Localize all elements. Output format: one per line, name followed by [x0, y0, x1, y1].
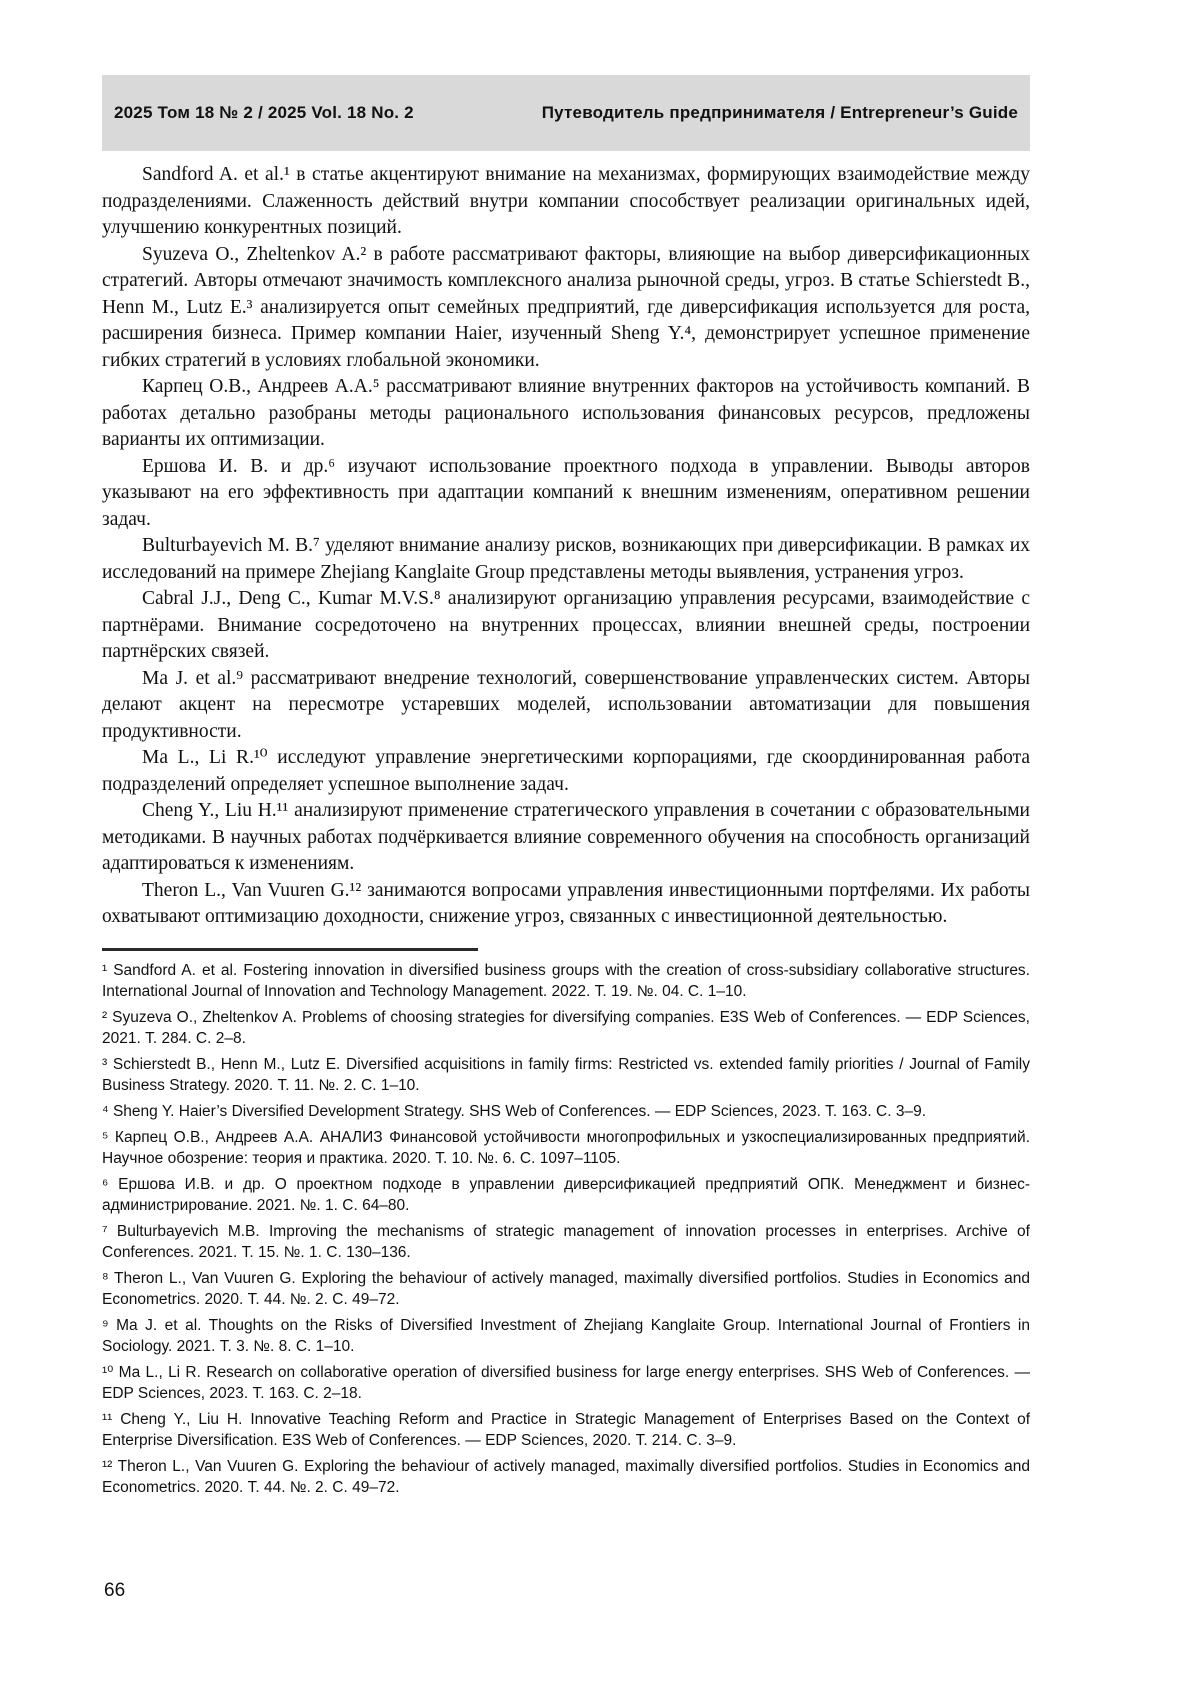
body-paragraph: Syuzeva O., Zheltenkov A.² в работе рассматривают факторы, влияющие на выбор диверсификационных стратегий. Авторы отмечают значимость комплексного анализа рыночной среды, угроз. В статье Schierstedt B., Henn M., Lutz E.³ анализируется опыт семейных предприятий, где диверсификация используется для роста, расширения бизнеса. Пример компании Haier, изученный Sheng Y.⁴, демонстрирует успешное применение гибких стратегий в условиях глобальной экономики.: [102, 243, 1030, 371]
footnote: ⁵ Карпец О.В., Андреев А.А. АНАЛИЗ Финансовой устойчивости многопрофильных и узкоспециализированных предприятий. Научное обозрение: теория и практика. 2020. Т. 10. №. 6. С. 1097–1105.: [102, 1128, 1030, 1167]
footnote: ⁴ Sheng Y. Haier’s Diversified Development Strategy. SHS Web of Conferences. — EDP Sciences, 2023. Т. 163. С. 3–9.: [102, 1102, 926, 1120]
footnote: ⁶ Ершова И.В. и др. О проектном подходе в управлении диверсификацией предприятий ОПК. Менеджмент и бизнес-администрирование. 2021. №. 1. С. 64–80.: [102, 1175, 1030, 1214]
footnote: ⁸ Theron L., Van Vuuren G. Exploring the behaviour of actively managed, maximally diversified portfolios. Studies in Economics and Econometrics. 2020. Т. 44. №. 2. С. 49–72.: [102, 1269, 1030, 1308]
footnotes-section: [102, 960, 1030, 1498]
footnote: ⁹ Ma J. et al. Thoughts on the Risks of Diversified Investment of Zhejiang Kanglaite Group. International Journal of Frontiers in Sociology. 2021. Т. 3. №. 8. С. 1–10.: [102, 1316, 1030, 1355]
footnote: ¹¹ Cheng Y., Liu H. Innovative Teaching Reform and Practice in Strategic Management of Enterprises Based on the Context of Enterprise Diversification. E3S Web of Conferences. — EDP Sciences, 2020. Т. 214. С. 3–9.: [102, 1410, 1030, 1449]
footnote: ¹² Theron L., Van Vuuren G. Exploring the behaviour of actively managed, maximally diversified portfolios. Studies in Economics and Econometrics. 2020. Т. 44. №. 2. С. 49–72.: [102, 1457, 1030, 1496]
issue-info: 2025 Том 18 № 2 / 2025 Vol. 18 No. 2: [114, 103, 414, 122]
footnote: ² Syuzeva O., Zheltenkov A. Problems of choosing strategies for diversifying companies. E3S Web of Conferences. — EDP Sciences, 2021. Т. 284. С. 2–8.: [102, 1008, 1030, 1047]
footnote: ¹ Sandford A. et al. Fostering innovation in diversified business groups with the creation of cross-subsidiary collaborative structures. International Journal of Innovation and Technology Management. 2022. Т. 19. №. 04. С. 1–10.: [102, 961, 1030, 1000]
body-paragraph: Theron L., Van Vuuren G.¹² занимаются вопросами управления инвестиционными портфелями. Их работы охватывают оптимизацию доходности, снижение угроз, связанных с инвестиционной деятельностью.: [102, 879, 1030, 927]
footnote: ³ Schierstedt B., Henn M., Lutz E. Diversified acquisitions in family firms: Restricted vs. extended family priorities / Journal of Family Business Strategy. 2020. Т. 11. №. 2. С. 1–10.: [102, 1055, 1030, 1094]
footnote-separator: [102, 948, 478, 951]
body-paragraph: Sandford A. et al.¹ в статье акцентируют внимание на механизмах, формирующих взаимодействие между подразделениями. Слаженность действий внутри компании способствует реализации оригинальных идей, улучшению конкурентных позиций.: [102, 164, 1030, 238]
body-paragraph: Ершова И. В. и др.⁶ изучают использование проектного подхода в управлении. Выводы авторов указывают на его эффективность при адаптации компаний к внешним изменениям, оперативном решении задач.: [102, 455, 1030, 530]
page-content: [102, 75, 1030, 1498]
body-paragraph: Cheng Y., Liu H.¹¹ анализируют применение стратегического управления в сочетании с образовательными методиками. В научных работах подчёркивается влияние современного обучения на способность организаций адаптироваться к изменениям.: [102, 800, 1030, 874]
footnote: ¹⁰ Ma L., Li R. Research on collaborative operation of diversified business for large energy enterprises. SHS Web of Conferences. — EDP Sciences, 2023. Т. 163. С. 2–18.: [102, 1363, 1030, 1402]
body-paragraph: Bulturbayevich M. B.⁷ уделяют внимание анализу рисков, возникающих при диверсификации. В рамках их исследований на примере Zhejiang Kanglaite Group представлены методы выявления, устранения угроз.: [102, 535, 1030, 583]
body-paragraph: Cabral J.J., Deng C., Kumar M.V.S.⁸ анализируют организацию управления ресурсами, взаимодействие с партнёрами. Внимание сосредоточено на внутренних процессах, влиянии внешней среды, построении партнёрских связей.: [102, 588, 1030, 662]
article-body: [102, 162, 1030, 931]
body-paragraph: Ma L., Li R.¹⁰ исследуют управление энергетическими корпорациями, где скоординированная работа подразделений определяет успешное выполнение задач.: [102, 747, 1030, 795]
journal-title: Путеводитель предпринимателя / Entrepreneur’s Guide: [541, 103, 1018, 122]
page-number: 66: [104, 1580, 126, 1601]
running-head: [102, 75, 1030, 151]
body-paragraph: Карпец О.В., Андреев А.А.⁵ рассматривают влияние внутренних факторов на устойчивость компаний. В работах детально разобраны методы рационального использования финансовых ресурсов, предложены варианты их оптимизации.: [102, 376, 1030, 450]
footnote: ⁷ Bulturbayevich M.B. Improving the mechanisms of strategic management of innovation processes in enterprises. Archive of Conferences. 2021. Т. 15. №. 1. С. 130–136.: [102, 1222, 1030, 1261]
body-paragraph: Ma J. et al.⁹ рассматривают внедрение технологий, совершенствование управленческих систем. Авторы делают акцент на пересмотре устаревших моделей, использовании автоматизации для повышения продуктивности.: [102, 667, 1030, 742]
